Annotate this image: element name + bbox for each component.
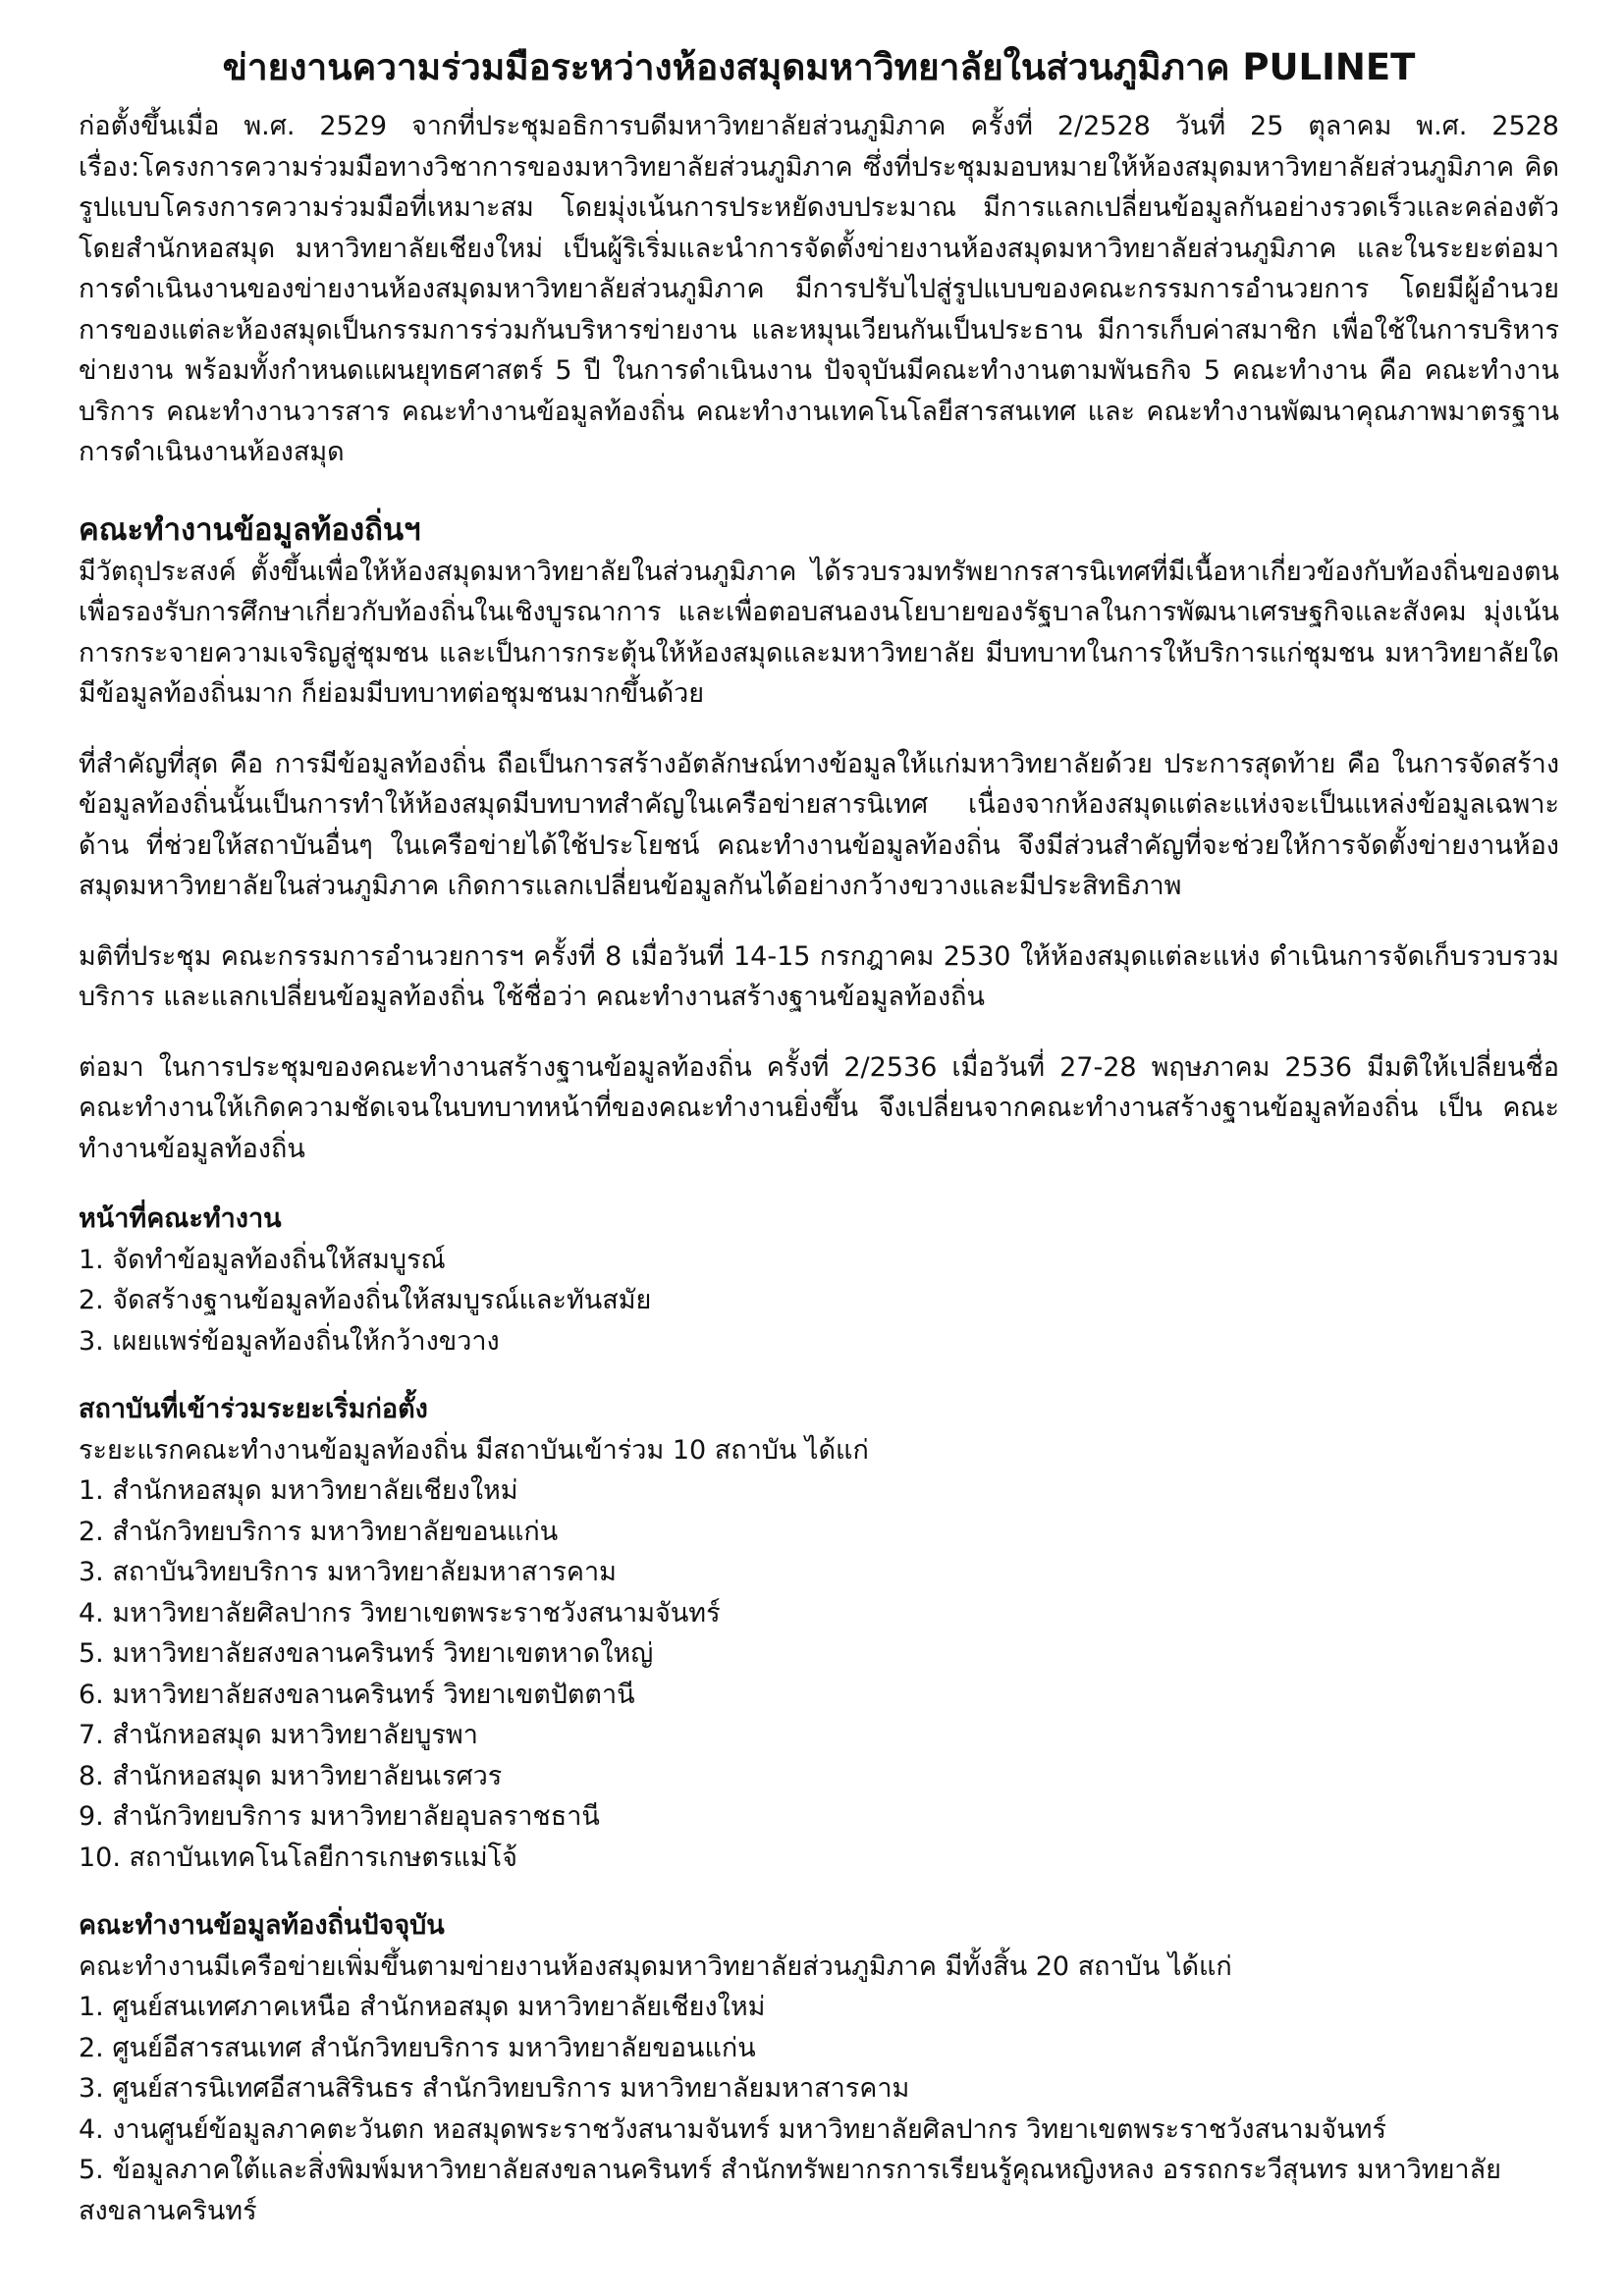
current-heading: คณะทำงานข้อมูลท้องถิ่นปัจจุบัน bbox=[79, 1910, 445, 1941]
duties-heading: หน้าที่คณะทำงาน bbox=[79, 1203, 282, 1234]
founding-intro: ระยะแรกคณะทำงานข้อมูลท้องถิ่น มีสถาบันเข้าร่วม 10 สถาบัน ได้แก่ bbox=[79, 1434, 869, 1466]
list-item: 3. ศูนย์สารนิเทศอีสานสิรินธร สำนักวิทยบริการ มหาวิทยาลัยมหาสารคาม bbox=[79, 2073, 910, 2104]
list-item: 4. งานศูนย์ข้อมูลภาคตะวันตก หอสมุดพระราชวังสนามจันทร์ มหาวิทยาลัยศิลปากร วิทยาเขตพระราชวังสนามจันทร์ bbox=[79, 2113, 1386, 2145]
founding-heading: สถาบันที่เข้าร่วมระยะเริ่มก่อตั้ง bbox=[79, 1394, 428, 1424]
resolution-paragraph: มติที่ประชุม คณะกรรมการอำนวยการฯ ครั้งที่ 8 เมื่อวันที่ 14-15 กรกฎาคม 2530 ให้ห้องสมุดแต่ละแห่ง ดำเนินการจัดเก็บรวบรวม บริการ และแลกเปลี่ยนข้อมูลท้องถิ่น ใช้ชื่อว่า คณะทำงานสร้างฐานข้อมูลท้องถิ่น bbox=[79, 940, 1559, 1012]
list-item: 1. ศูนย์สนเทศภาคเหนือ สำนักหอสมุด มหาวิทยาลัยเชียงใหม่ bbox=[79, 1992, 766, 2022]
list-item: 4. มหาวิทยาลัยศิลปากร วิทยาเขตพระราชวังสนามจันทร์ bbox=[79, 1597, 721, 1629]
list-item: 5. ข้อมูลภาคใต้และสิ่งพิมพ์มหาวิทยาลัยสงขลานครินทร์ สำนักทรัพยากรการเรียนรู้คุณหญิงหลง อรรถกระวีสุนทร มหาวิทยาลัยสงขลานครินทร์ bbox=[79, 2155, 1501, 2226]
current-intro: คณะทำงานมีเครือข่ายเพิ่มขึ้นตามข่ายงานห้องสมุดมหาวิทยาลัยส่วนภูมิภาค มีทั้งสิ้น 20 สถาบัน ได้แก่ bbox=[79, 1950, 1232, 1982]
document-page bbox=[79, 39, 1559, 2231]
list-item: 3. สถาบันวิทยบริการ มหาวิทยาลัยมหาสารคาม bbox=[79, 1557, 617, 1587]
list-item: 1. สำนักหอสมุด มหาวิทยาลัยเชียงใหม่ bbox=[79, 1475, 518, 1506]
list-item: 7. สำนักหอสมุด มหาวิทยาลัยบูรพา bbox=[79, 1720, 478, 1750]
rename-paragraph: ต่อมา ในการประชุมของคณะทำงานสร้างฐานข้อมูลท้องถิ่น ครั้งที่ 2/2536 เมื่อวันที่ 27-28 พฤษภาคม 2536 มีมติให้เปลี่ยนชื่อคณะทำงานให้เกิดความชัดเจนในบทบาทหน้าที่ของคณะทำงานยิ่งขึ้น จึงเปลี่ยนจากคณะทำงานสร้างฐานข้อมูลท้องถิ่น เป็น คณะทำงานข้อมูลท้องถิ่น bbox=[79, 1051, 1559, 1164]
list-item: 8. สำนักหอสมุด มหาวิทยาลัยนเรศวร bbox=[79, 1760, 503, 1791]
current-members-section bbox=[79, 1905, 1559, 2231]
duties-list bbox=[79, 1240, 1559, 1362]
importance-paragraph: ที่สำคัญที่สุด คือ การมีข้อมูลท้องถิ่น ถือเป็นการสร้างอัตลักษณ์ทางข้อมูลให้แก่มหาวิทยาลัยด้วย ประการสุดท้าย คือ ในการจัดสร้างข้อมูลท้องถิ่นนั้นเป็นการทำให้ห้องสมุดมีบทบาทสำคัญในเครือข่ายสารนิเทศ เนื่องจากห้องสมุดแต่ละแห่งจะเป็นแหล่งข้อมูลเฉพาะด้าน ที่ช่วยให้สถาบันอื่นๆ ในเครือข่ายได้ใช้ประโยชน์ คณะทำงานข้อมูลท้องถิ่น จึงมีส่วนสำคัญที่จะช่วยให้การจัดตั้งข่ายงานห้องสมุดมหาวิทยาลัยในส่วนภูมิภาค เกิดการแลกเปลี่ยนข้อมูลกันได้อย่างกว้างขวางและมีประสิทธิภาพ bbox=[79, 748, 1559, 901]
current-list bbox=[79, 1987, 1559, 2231]
list-item: 1. จัดทำข้อมูลท้องถิ่นให้สมบูรณ์ bbox=[79, 1244, 446, 1275]
list-item: 3. เผยแพร่ข้อมูลท้องถิ่นให้กว้างขวาง bbox=[79, 1325, 500, 1357]
list-item: 5. มหาวิทยาลัยสงขลานครินทร์ วิทยาเขตหาดใหญ่ bbox=[79, 1638, 654, 1669]
founding-list bbox=[79, 1470, 1559, 1878]
list-item: 6. มหาวิทยาลัยสงขลานครินทร์ วิทยาเขตปัตตานี bbox=[79, 1679, 635, 1710]
intro-paragraph: ก่อตั้งขึ้นเมื่อ พ.ศ. 2529 จากที่ประชุมอธิการบดีมหาวิทยาลัยส่วนภูมิภาค ครั้งที่ 2/2528 วันที่ 25 ตุลาคม พ.ศ. 2528 เรื่อง:โครงการความร่วมมือทางวิชาการของมหาวิทยาลัยส่วนภูมิภาค ซึ่งที่ประชุมมอบหมายให้ห้องสมุดมหาวิทยาลัยส่วนภูมิภาค คิดรูปแบบโครงการความร่วมมือที่เหมาะสม โดยมุ่งเน้นการประหยัดงบประมาณ มีการแลกเปลี่ยนข้อมูลกันอย่างรวดเร็วและคล่องตัว โดยสำนักหอสมุด มหาวิทยาลัยเชียงใหม่ เป็นผู้ริเริ่มและนำการจัดตั้งข่ายงานห้องสมุดมหาวิทยาลัยส่วนภูมิภาค และในระยะต่อมาการดำเนินงานของข่ายงานห้องสมุดมหาวิทยาลัยส่วนภูมิภาค มีการปรับไปสู่รูปแบบของคณะกรรมการอำนวยการ โดยมีผู้อำนวยการของแต่ละห้องสมุดเป็นกรรมการร่วมกันบริหารข่ายงาน และหมุนเวียนกันเป็นประธาน มีการเก็บค่าสมาชิก เพื่อใช้ในการบริหารข่ายงาน พร้อมทั้งกำหนดแผนยุทธศาสตร์ 5 ปี ในการดำเนินงาน ปัจจุบันมีคณะทำงานตามพันธกิจ 5 คณะทำงาน คือ คณะทำงานบริการ คณะทำงานวารสาร คณะทำงานข้อมูลท้องถิ่น คณะทำงานเทคโนโลยีสารสนเทศ และ คณะทำงานพัฒนาคุณภาพมาตรฐานการดำเนินงานห้องสมุด bbox=[79, 111, 1559, 467]
section-heading-local-info: คณะทำงานข้อมูลท้องถิ่นฯ bbox=[79, 511, 421, 548]
objective-paragraph: มีวัตถุประสงค์ ตั้งขึ้นเพื่อให้ห้องสมุดมหาวิทยาลัยในส่วนภูมิภาค ได้รวบรวมทรัพยากรสารนิเทศที่มีเนื้อหาเกี่ยวข้องกับท้องถิ่นของตน เพื่อรองรับการศึกษาเกี่ยวกับท้องถิ่นในเชิงบูรณาการ และเพื่อตอบสนองนโยบายของรัฐบาลในการพัฒนาเศรษฐกิจและสังคม มุ่งเน้นการกระจายความเจริญสู่ชุมชน และเป็นการกระตุ้นให้ห้องสมุดและมหาวิทยาลัย มีบทบาทในการให้บริการแก่ชุมชน มหาวิทยาลัยใดมีข้อมูลท้องถิ่นมาก ก็ย่อมมีบทบาทต่อชุมชนมากขึ้นด้วย bbox=[79, 556, 1559, 709]
duties-section bbox=[79, 1199, 1559, 1362]
list-item: 10. สถาบันเทคโนโลยีการเกษตรแม่โจ้ bbox=[79, 1842, 517, 1873]
list-item: 2. สำนักวิทยบริการ มหาวิทยาลัยขอนแก่น bbox=[79, 1516, 559, 1547]
founding-members-section bbox=[79, 1389, 1559, 1878]
list-item: 2. ศูนย์อีสารสนเทศ สำนักวิทยบริการ มหาวิทยาลัยขอนแก่น bbox=[79, 2032, 756, 2063]
list-item: 2. จัดสร้างฐานข้อมูลท้องถิ่นให้สมบูรณ์และทันสมัย bbox=[79, 1285, 652, 1315]
list-item: 9. สำนักวิทยบริการ มหาวิทยาลัยอุบลราชธานี bbox=[79, 1801, 600, 1832]
document-title: ข่ายงานความร่วมมือระหว่างห้องสมุดมหาวิทยาลัยในส่วนภูมิภาค PULINET bbox=[222, 46, 1416, 88]
